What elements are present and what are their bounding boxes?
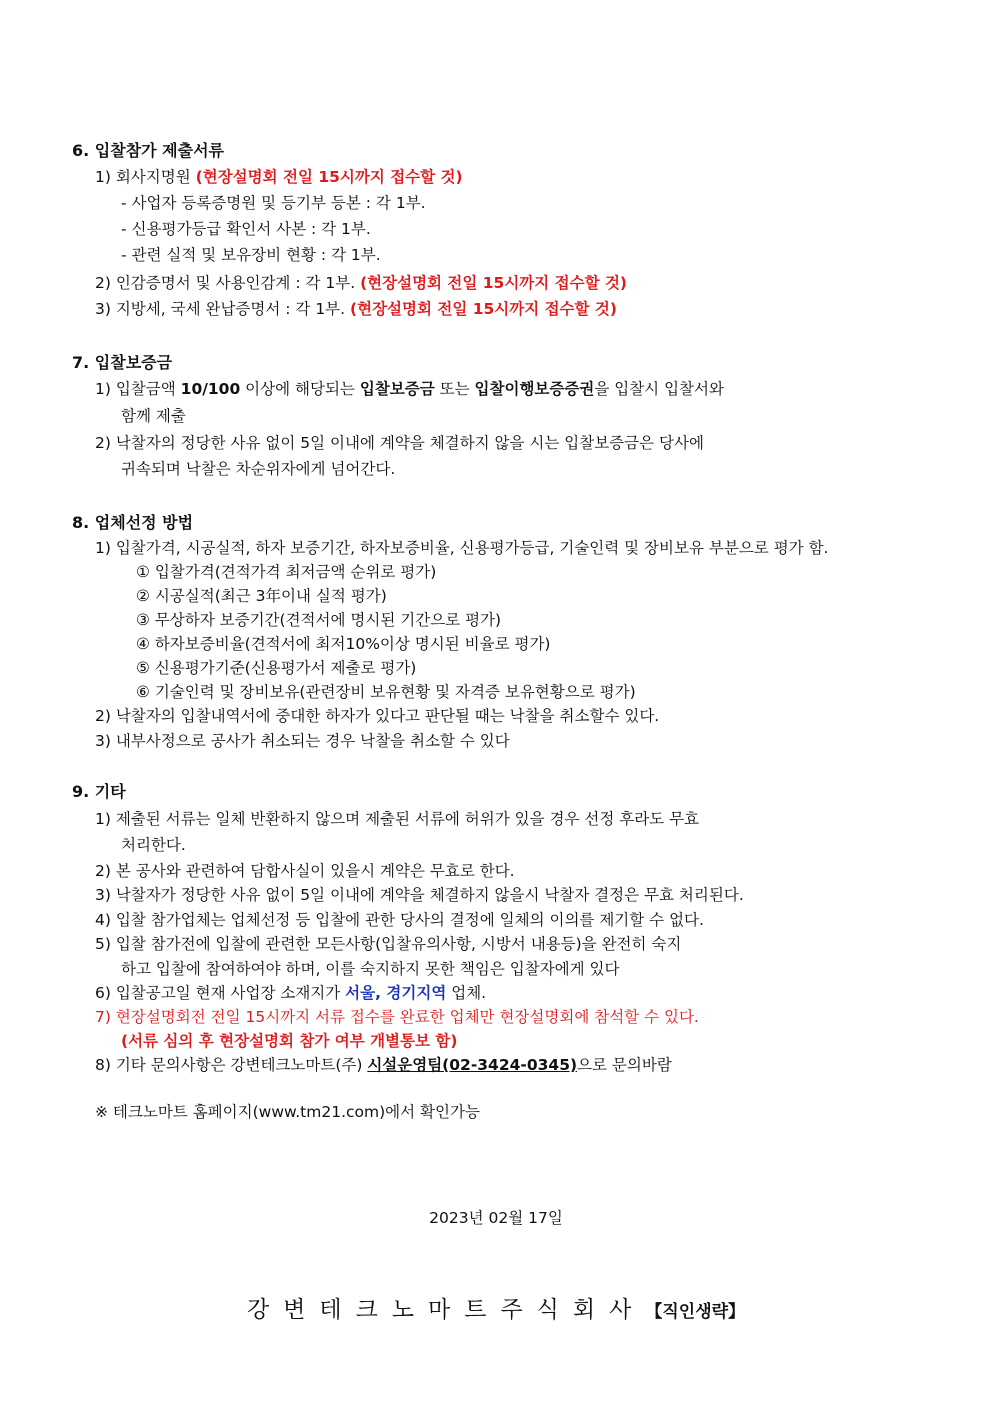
s6-sub-3: - 관련 실적 및 보유장비 현황 : 각 1부.	[121, 246, 381, 264]
s7-item-1-cont: 함께 제출	[121, 407, 186, 425]
s7-item-2: 2) 낙찰자의 정당한 사유 없이 5일 이내에 계약을 체결하지 않을 시는 입찰보증금은 당사에	[95, 434, 704, 452]
s9-item-5-cont: 하고 입찰에 참여하여야 하며, 이를 숙지하지 못한 책임은 입찰자에게 있다	[121, 960, 620, 978]
s6-sub-2: - 신용평가등급 확인서 사본 : 각 1부.	[121, 220, 371, 238]
s9-item-4: 4) 입찰 참가업체는 업체선정 등 입찰에 관한 당사의 결정에 일체의 이의를 제기할 수 없다.	[95, 911, 704, 929]
s6-sub-1: - 사업자 등록증명원 및 등기부 등본 : 각 1부.	[121, 194, 426, 212]
s8-criterion-2: ② 시공실적(최근 3年이내 실적 평가)	[136, 587, 387, 605]
s9-item-6: 6) 입찰공고일 현재 사업장 소재지가 서울, 경기지역 업체.	[95, 984, 487, 1002]
s6-item-2: 2) 인감증명서 및 사용인감계 : 각 1부. (현장설명회 전일 15시까지 접수할 것)	[95, 274, 628, 292]
s6-item-3: 3) 지방세, 국세 완납증명서 : 각 1부. (현장설명회 전일 15시까지 접수할 것)	[95, 300, 617, 318]
company-name: 강변테크노마트주식회사	[246, 1297, 646, 1323]
section-7-heading: 7. 입찰보증금	[72, 353, 173, 372]
s6-item-3-deadline: (현장설명회 전일 15시까지 접수할 것)	[350, 300, 617, 318]
s7-item-1: 1) 입찰금액 10/100 이상에 해당되는 입찰보증금 또는 입찰이행보증증권을 입찰시 입찰서와	[95, 380, 724, 398]
s8-criterion-4: ④ 하자보증비율(견적서에 최저10%이상 명시된 비율로 평가)	[136, 635, 551, 653]
s9-item-1: 1) 제출된 서류는 일체 반환하지 않으며 제출된 서류에 허위가 있을 경우 선정 후라도 무효	[95, 810, 700, 828]
s8-item-1: 1) 입찰가격, 시공실적, 하자 보증기간, 하자보증비율, 신용평가등급, 기술인력 및 장비보유 부분으로 평가 함.	[95, 539, 829, 557]
s6-item-1: 1) 회사지명원 (현장설명회 전일 15시까지 접수할 것)	[95, 168, 463, 186]
contact-phone: 시설운영팀(02-3424-0345)	[367, 1056, 578, 1074]
section-9-heading: 9. 기타	[72, 782, 126, 801]
s6-item-1-deadline: (현장설명회 전일 15시까지 접수할 것)	[195, 168, 463, 186]
s9-item-5: 5) 입찰 참가전에 입찰에 관련한 모든사항(입찰유의사항, 시방서 내용등)을 완전히 숙지	[95, 935, 682, 953]
s9-item-8: 8) 기타 문의사항은 강변테크노마트(주) 시설운영팀(02-3424-0345)으로 문의바람	[95, 1056, 672, 1074]
s9-item-2: 2) 본 공사와 관련하여 담합사실이 있을시 계약은 무효로 한다.	[95, 862, 515, 880]
issue-date: 2023년 02월 17일	[429, 1209, 563, 1227]
s7-item-2-cont: 귀속되며 낙찰은 차순위자에게 넘어간다.	[121, 460, 396, 478]
section-8-heading: 8. 업체선정 방법	[72, 513, 194, 532]
s8-criterion-5: ⑤ 신용평가기준(신용평가서 제출로 평가)	[136, 659, 417, 677]
s8-item-2: 2) 낙찰자의 입찰내역서에 중대한 하자가 있다고 판단될 때는 낙찰을 취소할수 있다.	[95, 707, 660, 725]
s8-criterion-3: ③ 무상하자 보증기간(견적서에 명시된 기간으로 평가)	[136, 611, 502, 629]
section-6-heading: 6. 입찰참가 제출서류	[72, 141, 224, 160]
s9-item-7-cont: (서류 심의 후 현장설명회 참가 여부 개별통보 함)	[121, 1032, 458, 1050]
company-signature	[0, 1296, 992, 1326]
s9-region: 서울, 경기지역	[345, 984, 447, 1002]
s9-item-1-cont: 처리한다.	[121, 836, 186, 854]
s8-criterion-1: ① 입찰가격(견적가격 최저금액 순위로 평가)	[136, 563, 437, 581]
s6-item-2-deadline: (현장설명회 전일 15시까지 접수할 것)	[360, 274, 628, 292]
s9-item-7: 7) 현장설명회전 전일 15시까지 서류 접수를 완료한 업체만 현장설명회에 참석할 수 있다.	[95, 1008, 699, 1026]
s8-criterion-6: ⑥ 기술인력 및 장비보유(관련장비 보유현황 및 자격증 보유현황으로 평가)	[136, 683, 636, 701]
s8-item-3: 3) 내부사정으로 공사가 취소되는 경우 낙찰을 취소할 수 있다	[95, 732, 510, 750]
homepage-note: ※ 테크노마트 홈페이지(www.tm21.com)에서 확인가능	[95, 1103, 480, 1121]
s9-item-3: 3) 낙찰자가 정당한 사유 없이 5일 이내에 계약을 체결하지 않을시 낙찰자 결정은 무효 처리된다.	[95, 886, 744, 904]
seal-omitted-note: 【직인생략】	[645, 1302, 746, 1322]
